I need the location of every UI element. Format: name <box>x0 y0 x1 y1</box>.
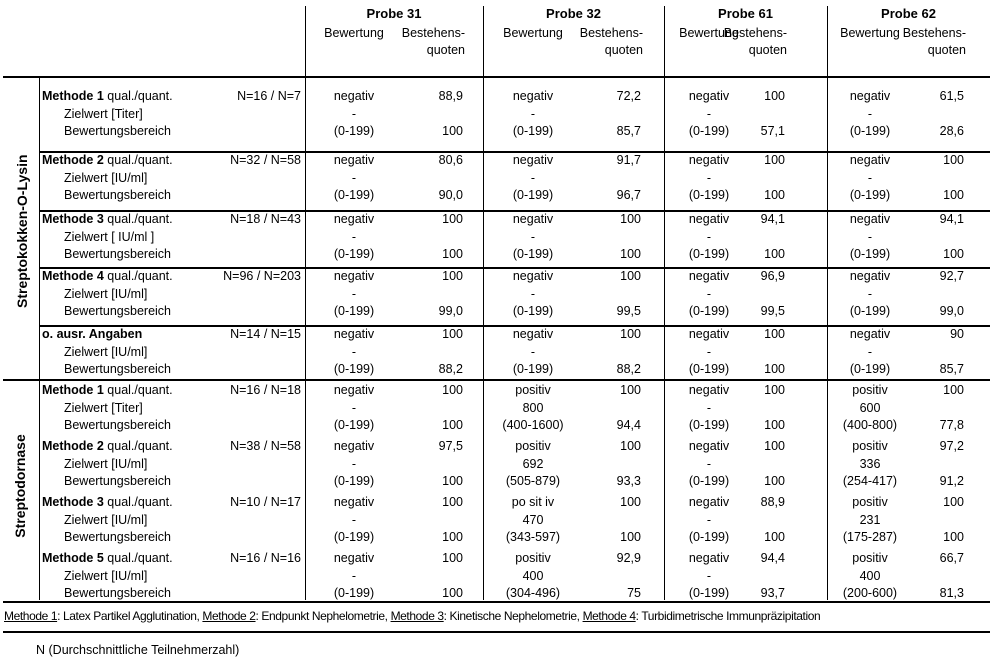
bereich-quote-value: 100 <box>764 474 785 488</box>
bereich-value: (0-199) <box>333 304 375 318</box>
zielwert-value: - <box>706 568 712 583</box>
zielwert-value: - <box>867 344 873 359</box>
bereich-value: (175-287) <box>842 530 898 544</box>
zielwert-value: - <box>351 106 357 121</box>
participant-count: N=10 / N=17 <box>230 495 301 509</box>
col-quote-header-2: quoten <box>426 43 465 57</box>
method-name: Methode 5 <box>42 551 104 565</box>
bereich-label: Bewertungsbereich <box>64 530 172 544</box>
bereich-quote-value: 100 <box>442 247 463 261</box>
zielwert-value: - <box>351 229 357 244</box>
method-qual: qual./quant. <box>103 153 173 167</box>
method-label <box>42 382 173 400</box>
bewertung-value: negativ <box>688 153 730 167</box>
zielwert-value: - <box>530 344 536 359</box>
zielwert-value: - <box>351 170 357 185</box>
zielwert-value: - <box>706 344 712 359</box>
bewertung-value: po sit iv <box>511 495 555 509</box>
bereich-quote-value: 28,6 <box>939 124 964 138</box>
method-qual: qual./quant. <box>103 89 173 103</box>
bewertung-value: negativ <box>849 89 891 103</box>
quote-value: 92,7 <box>939 269 964 283</box>
bewertung-value: positiv <box>852 439 888 453</box>
quote-value: 92,9 <box>616 551 641 565</box>
bewertung-value: positiv <box>515 551 551 565</box>
bereich-quote-value: 57,1 <box>760 124 785 138</box>
bereich-quote-value: 100 <box>442 474 463 488</box>
bewertung-value: negativ <box>333 153 375 167</box>
method-label <box>42 211 173 229</box>
block-rule <box>39 325 990 327</box>
method-name: Methode 2 <box>42 153 104 167</box>
bereich-value: (0-199) <box>333 418 375 432</box>
quote-value: 97,2 <box>939 439 964 453</box>
zielwert-value: 400 <box>522 568 544 583</box>
bewertung-value: negativ <box>333 383 375 397</box>
probe-title: Probe 31 <box>366 6 422 21</box>
quote-value: 100 <box>442 327 463 341</box>
bereich-quote-value: 100 <box>764 362 785 376</box>
method-name: Methode 4 <box>42 269 104 283</box>
bereich-quote-value: 100 <box>620 247 641 261</box>
zielwert-value: 336 <box>859 456 881 471</box>
zielwert-value: - <box>351 344 357 359</box>
probe-title: Probe 62 <box>881 6 936 21</box>
bereich-value: (0-199) <box>849 188 891 202</box>
bereich-label: Bewertungsbereich <box>64 124 172 138</box>
bewertung-value: positiv <box>515 383 551 397</box>
bewertung-value: positiv <box>852 551 888 565</box>
bewertung-value: negativ <box>849 327 891 341</box>
col-quote-header-2: quoten <box>748 43 787 57</box>
bereich-value: (0-199) <box>333 362 375 376</box>
quote-value: 100 <box>442 269 463 283</box>
quote-value: 91,7 <box>616 153 641 167</box>
quote-value: 80,6 <box>438 153 463 167</box>
bewertung-value: negativ <box>333 495 375 509</box>
participant-count: N=18 / N=43 <box>230 212 301 226</box>
bewertung-value: negativ <box>512 89 554 103</box>
bereich-quote-value: 94,4 <box>616 418 641 432</box>
quote-value: 97,5 <box>438 439 463 453</box>
legend-t3: : Kinetische Nephelometrie, <box>443 609 583 623</box>
col-quote-header-1: Bestehens- <box>723 26 787 40</box>
block-rule <box>39 151 990 153</box>
bereich-label: Bewertungsbereich <box>64 586 172 600</box>
method-qual: qual./quant. <box>103 551 173 565</box>
zielwert-value: - <box>351 286 357 301</box>
bereich-quote-value: 85,7 <box>616 124 641 138</box>
bereich-value: (0-199) <box>512 124 554 138</box>
quote-value: 94,4 <box>760 551 785 565</box>
bereich-value: (200-600) <box>842 586 898 600</box>
table-bottom-rule <box>3 601 990 603</box>
bewertung-value: negativ <box>688 383 730 397</box>
bereich-value: (0-199) <box>849 247 891 261</box>
bereich-quote-value: 99,5 <box>616 304 641 318</box>
participant-count: N=38 / N=58 <box>230 439 301 453</box>
participant-count: N=16 / N=16 <box>230 551 301 565</box>
method-qual: qual./quant. <box>103 383 173 397</box>
method-block <box>0 382 995 435</box>
bereich-quote-value: 88,2 <box>616 362 641 376</box>
bereich-quote-value: 77,8 <box>939 418 964 432</box>
participant-count: N=16 / N=18 <box>230 383 301 397</box>
bereich-value: (343-597) <box>505 530 561 544</box>
zielwert-value: - <box>867 106 873 121</box>
quote-value: 100 <box>442 383 463 397</box>
legend-t1: : Latex Partikel Agglutination, <box>57 609 203 623</box>
method-legend <box>4 609 820 623</box>
quote-value: 72,2 <box>616 89 641 103</box>
method-block <box>0 550 995 603</box>
bereich-label: Bewertungsbereich <box>64 362 172 376</box>
bewertung-value: positiv <box>515 439 551 453</box>
bewertung-value: positiv <box>852 495 888 509</box>
bereich-label: Bewertungsbereich <box>64 418 172 432</box>
quote-value: 100 <box>764 153 785 167</box>
quote-value: 100 <box>764 327 785 341</box>
header-rule <box>3 76 990 78</box>
method-name: Methode 3 <box>42 212 104 226</box>
method-block <box>0 88 995 141</box>
bereich-label: Bewertungsbereich <box>64 474 172 488</box>
col-quote-header-2: quoten <box>927 43 966 57</box>
zielwert-label: Zielwert [IU/ml] <box>64 456 148 471</box>
zielwert-value: - <box>530 229 536 244</box>
bereich-value: (254-417) <box>842 474 898 488</box>
method-qual: qual./quant. <box>103 495 173 509</box>
n-note: N (Durchschnittliche Teilnehmerzahl) <box>36 643 240 657</box>
method-label <box>42 438 173 456</box>
quote-value: 100 <box>620 269 641 283</box>
zielwert-label: Zielwert [IU/ml] <box>64 286 148 301</box>
bewertung-value: negativ <box>333 269 375 283</box>
bereich-quote-value: 100 <box>442 530 463 544</box>
legend-m4: Methode 4 <box>582 609 636 623</box>
method-block <box>0 438 995 491</box>
col-quote-header-1: Bestehens- <box>579 26 643 40</box>
quote-value: 100 <box>943 383 964 397</box>
col-bewertung-header: Bewertung <box>679 26 739 40</box>
bereich-value: (0-199) <box>512 362 554 376</box>
quote-value: 100 <box>620 327 641 341</box>
method-name: Methode 1 <box>42 383 104 397</box>
bereich-value: (400-800) <box>842 418 898 432</box>
method-block <box>0 494 995 547</box>
quote-value: 61,5 <box>939 89 964 103</box>
quote-value: 100 <box>943 153 964 167</box>
legend-t2: : Endpunkt Nephelometrie, <box>255 609 391 623</box>
participant-count: N=16 / N=7 <box>237 89 301 103</box>
probe-title: Probe 32 <box>546 6 601 21</box>
bereich-quote-value: 100 <box>764 418 785 432</box>
bereich-quote-value: 100 <box>620 530 641 544</box>
bereich-value: (0-199) <box>333 586 375 600</box>
quote-value: 100 <box>943 495 964 509</box>
bewertung-value: negativ <box>333 212 375 226</box>
bewertung-value: negativ <box>849 212 891 226</box>
quote-value: 90 <box>950 327 964 341</box>
quote-value: 100 <box>620 495 641 509</box>
quote-value: 88,9 <box>760 495 785 509</box>
col-quote-header-2: quoten <box>604 43 643 57</box>
quote-value: 94,1 <box>939 212 964 226</box>
quote-value: 100 <box>764 383 785 397</box>
method-qual: qual./quant. <box>103 212 173 226</box>
method-qual: qual./quant. <box>103 439 173 453</box>
bereich-value: (0-199) <box>688 418 730 432</box>
bewertung-value: negativ <box>333 89 375 103</box>
zielwert-label: Zielwert [IU/ml] <box>64 568 148 583</box>
block-rule <box>39 210 990 212</box>
quote-value: 100 <box>620 439 641 453</box>
bereich-quote-value: 93,7 <box>760 586 785 600</box>
zielwert-value: - <box>706 170 712 185</box>
bereich-value: (0-199) <box>333 188 375 202</box>
zielwert-value: - <box>706 106 712 121</box>
zielwert-value: - <box>351 456 357 471</box>
bewertung-value: negativ <box>512 212 554 226</box>
legend-t4: : Turbidimetrische Immunpräzipitation <box>635 609 821 623</box>
bewertung-value: negativ <box>688 495 730 509</box>
col-quote-header-1: Bestehens- <box>902 26 966 40</box>
method-name: o. ausr. Angaben <box>42 327 143 341</box>
bereich-quote-value: 100 <box>442 124 463 138</box>
bereich-quote-value: 100 <box>764 247 785 261</box>
group-rule <box>3 379 990 381</box>
bereich-value: (0-199) <box>849 362 891 376</box>
bereich-value: (0-199) <box>333 530 375 544</box>
method-name: Methode 3 <box>42 495 104 509</box>
bereich-quote-value: 100 <box>943 247 964 261</box>
bewertung-value: positiv <box>852 383 888 397</box>
bereich-quote-value: 99,0 <box>939 304 964 318</box>
zielwert-value: - <box>867 229 873 244</box>
bereich-value: (0-199) <box>688 474 730 488</box>
bereich-quote-value: 93,3 <box>616 474 641 488</box>
quote-value: 88,9 <box>438 89 463 103</box>
bewertung-value: negativ <box>849 153 891 167</box>
zielwert-value: - <box>706 512 712 527</box>
block-rule <box>39 267 990 269</box>
bereich-value: (304-496) <box>505 586 561 600</box>
bereich-quote-value: 75 <box>627 586 641 600</box>
footer-rule <box>3 631 990 633</box>
legend-m1: Methode 1 <box>4 609 58 623</box>
zielwert-value: - <box>867 170 873 185</box>
zielwert-value: - <box>351 400 357 415</box>
method-label <box>42 326 142 344</box>
method-name: Methode 1 <box>42 89 104 103</box>
bereich-label: Bewertungsbereich <box>64 247 172 261</box>
zielwert-value: - <box>351 512 357 527</box>
zielwert-label: Zielwert [IU/ml] <box>64 170 148 185</box>
bereich-label: Bewertungsbereich <box>64 188 172 202</box>
bereich-value: (0-199) <box>688 304 730 318</box>
method-label <box>42 268 173 286</box>
quote-value: 94,1 <box>760 212 785 226</box>
bewertung-value: negativ <box>688 551 730 565</box>
legend-m3: Methode 3 <box>390 609 444 623</box>
bereich-value: (0-199) <box>333 474 375 488</box>
bereich-quote-value: 100 <box>764 188 785 202</box>
method-label <box>42 152 173 170</box>
bewertung-value: negativ <box>688 89 730 103</box>
col-quote-header-1: Bestehens- <box>401 26 465 40</box>
zielwert-value: - <box>706 229 712 244</box>
bereich-quote-value: 90,0 <box>438 188 463 202</box>
bereich-quote-value: 91,2 <box>939 474 964 488</box>
bereich-quote-value: 100 <box>943 530 964 544</box>
zielwert-value: 231 <box>859 512 881 527</box>
method-qual: qual./quant. <box>103 269 173 283</box>
zielwert-value: - <box>706 400 712 415</box>
method-label <box>42 550 173 568</box>
zielwert-value: 400 <box>859 568 881 583</box>
method-block <box>0 326 995 379</box>
bewertung-value: negativ <box>688 439 730 453</box>
bewertung-value: negativ <box>688 269 730 283</box>
zielwert-label: Zielwert [ IU/ml ] <box>64 229 155 244</box>
bereich-quote-value: 88,2 <box>438 362 463 376</box>
zielwert-label: Zielwert [Titer] <box>64 400 143 415</box>
quote-value: 66,7 <box>939 551 964 565</box>
method-block <box>0 152 995 205</box>
bereich-value: (0-199) <box>688 188 730 202</box>
quote-value: 100 <box>620 383 641 397</box>
legend-m2: Methode 2 <box>202 609 256 623</box>
bereich-value: (0-199) <box>688 586 730 600</box>
bereich-quote-value: 99,0 <box>438 304 463 318</box>
bereich-value: (0-199) <box>512 188 554 202</box>
bereich-quote-value: 99,5 <box>760 304 785 318</box>
quote-value: 100 <box>620 212 641 226</box>
bewertung-value: negativ <box>849 269 891 283</box>
bereich-value: (0-199) <box>512 304 554 318</box>
quote-value: 100 <box>442 212 463 226</box>
bereich-value: (505-879) <box>505 474 561 488</box>
bereich-value: (0-199) <box>512 247 554 261</box>
bewertung-value: negativ <box>688 212 730 226</box>
bewertung-value: negativ <box>512 153 554 167</box>
bereich-value: (0-199) <box>849 304 891 318</box>
bewertung-value: negativ <box>688 327 730 341</box>
bewertung-value: negativ <box>333 327 375 341</box>
zielwert-value: - <box>706 286 712 301</box>
bereich-quote-value: 100 <box>442 418 463 432</box>
col-bewertung-header: Bewertung <box>324 26 384 40</box>
zielwert-value: - <box>530 170 536 185</box>
quote-value: 100 <box>764 439 785 453</box>
bereich-quote-value: 85,7 <box>939 362 964 376</box>
zielwert-value: 470 <box>522 512 544 527</box>
method-block <box>0 268 995 321</box>
method-name: Methode 2 <box>42 439 104 453</box>
bereich-quote-value: 100 <box>764 530 785 544</box>
col-bewertung-header: Bewertung <box>840 26 900 40</box>
bereich-value: (0-199) <box>688 124 730 138</box>
quote-value: 100 <box>442 551 463 565</box>
bereich-value: (0-199) <box>688 362 730 376</box>
quote-value: 100 <box>764 89 785 103</box>
bereich-value: (0-199) <box>849 124 891 138</box>
method-block <box>0 211 995 264</box>
bewertung-value: negativ <box>512 269 554 283</box>
zielwert-label: Zielwert [IU/ml] <box>64 512 148 527</box>
group-label-streptodornase: Streptodornase <box>12 434 28 538</box>
bereich-value: (0-199) <box>333 124 375 138</box>
zielwert-value: - <box>351 568 357 583</box>
bereich-quote-value: 100 <box>442 586 463 600</box>
col-bewertung-header: Bewertung <box>503 26 563 40</box>
zielwert-value: 800 <box>522 400 544 415</box>
bereich-label: Bewertungsbereich <box>64 304 172 318</box>
method-label <box>42 494 173 512</box>
group-label-slo: Streptokokken-O-Lysin <box>14 154 30 308</box>
zielwert-value: - <box>867 286 873 301</box>
bewertung-value: negativ <box>512 327 554 341</box>
participant-count: N=32 / N=58 <box>230 153 301 167</box>
zielwert-value: - <box>530 286 536 301</box>
bereich-quote-value: 100 <box>943 188 964 202</box>
zielwert-label: Zielwert [IU/ml] <box>64 344 148 359</box>
probe-title: Probe 61 <box>718 6 773 21</box>
bereich-value: (0-199) <box>688 247 730 261</box>
bereich-value: (0-199) <box>688 530 730 544</box>
quote-value: 100 <box>442 495 463 509</box>
method-label <box>42 88 173 106</box>
bereich-value: (400-1600) <box>502 418 564 432</box>
bewertung-value: negativ <box>333 439 375 453</box>
zielwert-value: 600 <box>859 400 881 415</box>
zielwert-value: 692 <box>522 456 544 471</box>
zielwert-value: - <box>706 456 712 471</box>
bereich-quote-value: 96,7 <box>616 188 641 202</box>
bereich-value: (0-199) <box>333 247 375 261</box>
participant-count: N=96 / N=203 <box>223 269 301 283</box>
zielwert-label: Zielwert [Titer] <box>64 106 143 121</box>
bereich-quote-value: 81,3 <box>939 586 964 600</box>
quote-value: 96,9 <box>760 269 785 283</box>
zielwert-value: - <box>530 106 536 121</box>
participant-count: N=14 / N=15 <box>230 327 301 341</box>
bewertung-value: negativ <box>333 551 375 565</box>
